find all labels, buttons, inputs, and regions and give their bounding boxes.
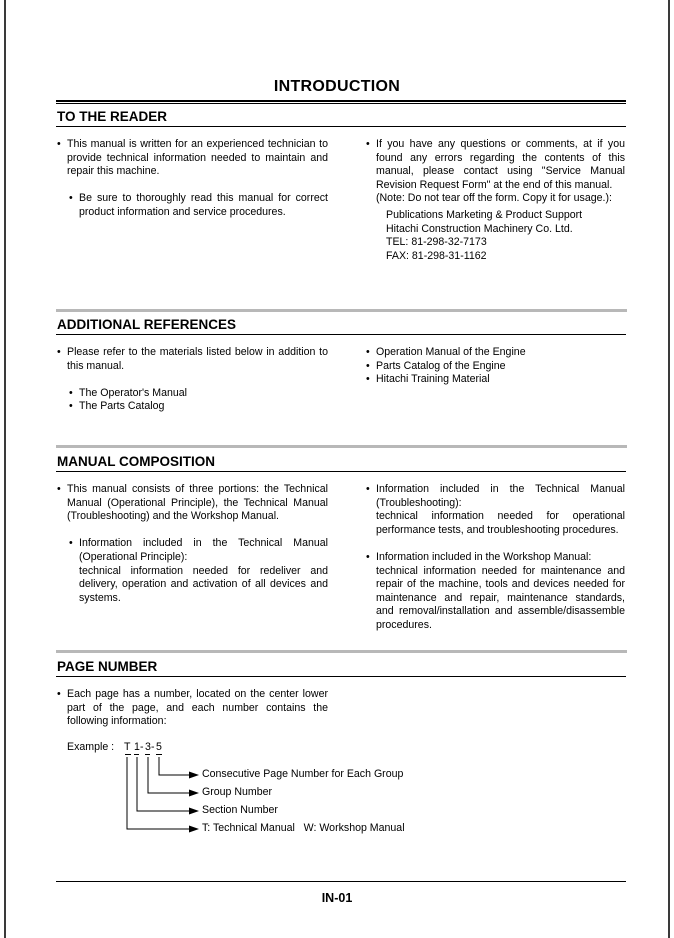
arrowhead	[189, 826, 199, 833]
page-title: INTRODUCTION	[273, 78, 401, 95]
address-line: Publications Marketing & Product Support	[386, 208, 583, 221]
code-hyphen: -	[151, 741, 155, 753]
references-item: • Operation Manual of the Engine	[366, 346, 625, 360]
references-bullet: • Please refer to the materials listed below in addition to this manual.	[57, 346, 328, 373]
troubleshooting-body: technical information needed for operational performance tests, and troubleshooting procedures.	[376, 510, 625, 536]
operational-principle-body: technical information needed for redeliver and delivery, operation and activation of all devices and systems.	[79, 564, 328, 604]
code-group-number: 3	[145, 741, 151, 753]
code-section-number: 1	[134, 741, 140, 753]
operational-principle-head: • Information included in the Technical Manual (Operational Principle):	[79, 537, 328, 563]
code-page-number: 5	[156, 741, 162, 753]
references-sub-item: • The Parts Catalog	[69, 400, 328, 414]
legend-group-number: Group Number	[202, 786, 273, 798]
address-line: Hitachi Construction Machinery Co. Ltd.	[386, 222, 573, 235]
reader-heading: TO THE READER	[57, 109, 168, 124]
arrowhead	[189, 772, 199, 779]
reader-bullet: • This manual is written for an experienced technician to provide technical information needed to maintain and repair this machine.	[57, 138, 328, 179]
connector-section-number	[137, 757, 190, 811]
code-hyphen: -	[140, 741, 144, 753]
page-number: IN-01	[321, 891, 353, 905]
references-heading: ADDITIONAL REFERENCES	[57, 317, 237, 332]
references-item: • Hitachi Training Material	[366, 373, 625, 387]
arrowhead	[189, 790, 199, 797]
reader-sub-bullet: • Be sure to thoroughly read this manual for correct product information and service procedures.	[69, 192, 328, 219]
page-number-heading: PAGE NUMBER	[57, 659, 158, 674]
troubleshooting-head: • Information included in the Technical Manual (Troubleshooting):	[376, 483, 625, 509]
arrowhead	[189, 808, 199, 815]
workshop-body: technical information needed for maintenance and repair of the machine, tools and devices needed for maintenance and repair, maintenance standards, and removal/installation and assemble/disassemble procedures.	[376, 564, 625, 631]
legend-page-number: Consecutive Page Number for Each Group	[202, 768, 404, 780]
references-item: • Parts Catalog of the Engine	[366, 360, 625, 374]
workshop-head: • Information included in the Workshop Manual:	[376, 550, 592, 563]
composition-heading: MANUAL COMPOSITION	[57, 454, 215, 469]
composition-bullet: • This manual consists of three portions: the Technical Manual (Operational Principle), the Technical Manual (Troubleshooting) and the Workshop Manual.	[57, 483, 328, 524]
code-manual-letter: T	[124, 741, 131, 753]
legend-section-number: Section Number	[202, 804, 278, 816]
legend-manual-type: T: Technical Manual W: Workshop Manual	[202, 822, 405, 834]
connector-page-number	[159, 757, 190, 775]
reader-contact-text: • If you have any questions or comments, at if you found any errors regarding the contents of this manual, please contact using "Service Manual Revision Request Form" at the end of this manual.	[376, 138, 625, 191]
address-tel: TEL: 81-298-32-7173	[386, 236, 487, 249]
reader-note: (Note: Do not tear off the form. Copy it for usage.):	[376, 192, 612, 205]
references-sub-item: • The Operator's Manual	[69, 387, 328, 401]
address-fax: FAX: 81-298-31-1162	[386, 249, 487, 262]
footer-rule	[56, 881, 626, 882]
page-number-bullet: • Each page has a number, located on the center lower part of the page, and each number contains the following information:	[57, 688, 328, 729]
example-label: Example :	[67, 741, 115, 753]
